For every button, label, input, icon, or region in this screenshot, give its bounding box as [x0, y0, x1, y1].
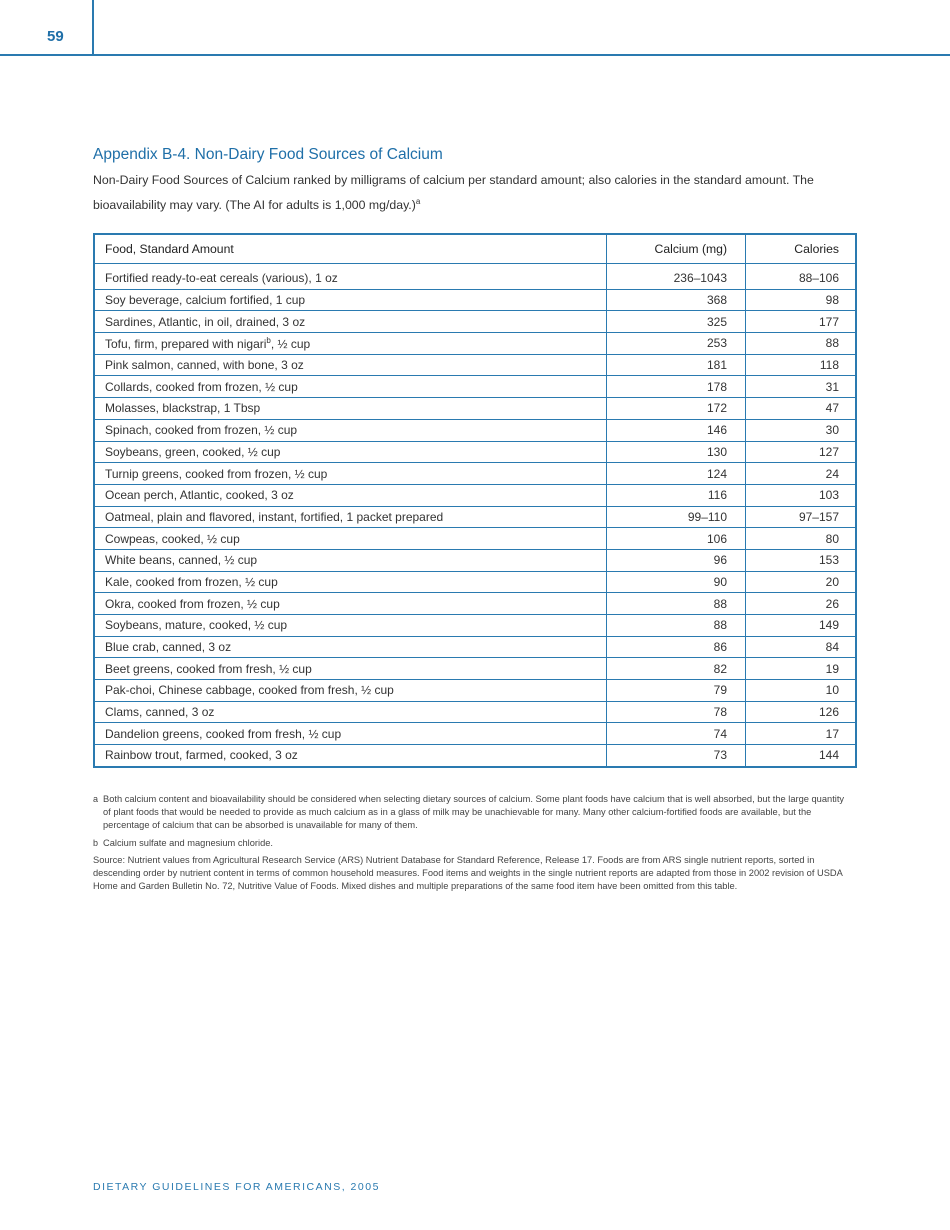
table-row: [94, 636, 856, 658]
food-cell: Oatmeal, plain and flavored, instant, fortified, 1 packet prepared: [94, 506, 607, 528]
calories-cell: 98: [746, 289, 857, 311]
calories-cell: 20: [746, 571, 857, 593]
calcium-cell: 106: [607, 528, 746, 550]
calcium-cell: 78: [607, 701, 746, 723]
table-row: [94, 745, 856, 767]
calcium-cell: 88: [607, 593, 746, 615]
food-cell: Kale, cooked from frozen, ½ cup: [94, 571, 607, 593]
food-cell: Fortified ready-to-eat cereals (various), 1 oz: [94, 268, 607, 289]
food-cell: Collards, cooked from frozen, ½ cup: [94, 376, 607, 398]
calcium-cell: 73: [607, 745, 746, 767]
calcium-cell: 86: [607, 636, 746, 658]
footnote-a-mark: a: [93, 794, 99, 804]
calcium-cell: 74: [607, 723, 746, 745]
calories-cell: 17: [746, 723, 857, 745]
calories-cell: 30: [746, 419, 857, 441]
food-cell: Dandelion greens, cooked from fresh, ½ cup: [94, 723, 607, 745]
food-cell: Pink salmon, canned, with bone, 3 oz: [94, 354, 607, 376]
calories-cell: 153: [746, 549, 857, 571]
food-cell: Soybeans, green, cooked, ½ cup: [94, 441, 607, 463]
table-row: [94, 615, 856, 637]
calcium-cell: 88: [607, 615, 746, 637]
food-cell: Pak-choi, Chinese cabbage, cooked from fresh, ½ cup: [94, 680, 607, 702]
footnote-b: [93, 837, 853, 850]
header-vertical-rule: [92, 0, 94, 55]
calcium-cell: 90: [607, 571, 746, 593]
calcium-cell: 236–1043: [607, 268, 746, 289]
food-cell: Sardines, Atlantic, in oil, drained, 3 oz: [94, 311, 607, 333]
table-row: [94, 354, 856, 376]
table-row: [94, 419, 856, 441]
table-row: [94, 528, 856, 550]
table-row: [94, 723, 856, 745]
calories-cell: 126: [746, 701, 857, 723]
calories-cell: 31: [746, 376, 857, 398]
calories-cell: 84: [746, 636, 857, 658]
footnote-a-text: Both calcium content and bioavailability should be considered when selecting dietary sources of calcium. Some plant foods have calcium that is well absorbed, but the large quantity of plant foods that would be needed to provide as much calcium as in a glass of milk may be unachievable for many. Many other calcium-fortified foods are available, but the percentage of calcium that can be absorbed is unavailable for many of them.: [103, 794, 845, 830]
calories-cell: 26: [746, 593, 857, 615]
table-row: [94, 484, 856, 506]
calcium-cell: 181: [607, 354, 746, 376]
calories-cell: 88: [746, 333, 857, 355]
calcium-cell: 172: [607, 398, 746, 420]
calcium-cell: 368: [607, 289, 746, 311]
table-row: [94, 463, 856, 485]
calcium-cell: 124: [607, 463, 746, 485]
food-cell: Soy beverage, calcium fortified, 1 cup: [94, 289, 607, 311]
calories-cell: 80: [746, 528, 857, 550]
table-row: [94, 680, 856, 702]
table-row: [94, 398, 856, 420]
table-row: [94, 506, 856, 528]
table-body: [94, 268, 856, 767]
food-cell: Cowpeas, cooked, ½ cup: [94, 528, 607, 550]
calcium-cell: 178: [607, 376, 746, 398]
food-cell: White beans, canned, ½ cup: [94, 549, 607, 571]
calories-cell: 177: [746, 311, 857, 333]
calories-cell: 24: [746, 463, 857, 485]
table-header-row: [94, 234, 856, 264]
table-row: [94, 441, 856, 463]
table-row: [94, 311, 856, 333]
table-row: [94, 333, 856, 355]
calories-cell: 127: [746, 441, 857, 463]
food-cell: Rainbow trout, farmed, cooked, 3 oz: [94, 745, 607, 767]
table-row: [94, 658, 856, 680]
food-cell: Ocean perch, Atlantic, cooked, 3 oz: [94, 484, 607, 506]
food-cell: Blue crab, canned, 3 oz: [94, 636, 607, 658]
food-cell: Turnip greens, cooked from frozen, ½ cup: [94, 463, 607, 485]
page-number: 59: [47, 28, 64, 45]
intro-footnote-mark: a: [415, 197, 421, 206]
food-cell: Clams, canned, 3 oz: [94, 701, 607, 723]
calories-cell: 19: [746, 658, 857, 680]
tofu-footnote-mark: b: [266, 335, 271, 345]
footnote-b-text: Calcium sulfate and magnesium chloride.: [103, 838, 274, 848]
calcium-table-container: [93, 233, 857, 768]
calcium-cell: 82: [607, 658, 746, 680]
table-row: [94, 376, 856, 398]
calories-cell: 10: [746, 680, 857, 702]
intro-paragraph: [93, 170, 853, 216]
table-row: [94, 289, 856, 311]
calories-cell: 88–106: [798, 271, 839, 286]
calories-cell: 149: [746, 615, 857, 637]
food-cell: Okra, cooked from frozen, ½ cup: [94, 593, 607, 615]
header-calcium: Calcium (mg): [607, 234, 746, 264]
calories-cell: 47: [746, 398, 857, 420]
calcium-cell: 325: [607, 311, 746, 333]
footnote-a: [93, 793, 853, 832]
food-cell: Beet greens, cooked from fresh, ½ cup: [94, 658, 607, 680]
calcium-cell: 130: [607, 441, 746, 463]
calcium-table: [93, 233, 857, 768]
calcium-cell: 96: [607, 549, 746, 571]
table-row: [94, 593, 856, 615]
footnote-b-mark: b: [93, 838, 99, 848]
table-row: [94, 549, 856, 571]
header-calories: Calories: [746, 234, 857, 264]
header-food: Food, Standard Amount: [94, 234, 607, 264]
footer-title: DIETARY GUIDELINES FOR AMERICANS, 2005: [93, 1181, 380, 1193]
source-note: Source: Nutrient values from Agricultural Research Service (ARS) Nutrient Database for Standard Reference, Release 17. Foods are from ARS single nutrient reports, sorted in descending order by nutrient content in terms of common household measures. Food items and weights in the single nutrient reports are adapted from those in 2002 revision of USDA Home and Garden Bulletin No. 72, Nutritive Value of Foods. Mixed dishes and multiple preparations of the same food item have been omitted from this table.: [93, 855, 843, 891]
calcium-cell: 99–110: [607, 506, 746, 528]
food-cell: Molasses, blackstrap, 1 Tbsp: [94, 398, 607, 420]
table-row: [94, 571, 856, 593]
calories-cell: 97–157: [746, 506, 857, 528]
table-row: [94, 268, 856, 289]
intro-text: Non-Dairy Food Sources of Calcium ranked by milligrams of calcium per standard amount; also calories in the standard amount. The bioavailability may vary. (The AI for adults is 1,000 mg/day.): [93, 173, 814, 213]
calcium-cell: 79: [607, 680, 746, 702]
food-cell: Soybeans, mature, cooked, ½ cup: [94, 615, 607, 637]
calories-cell: 118: [746, 354, 857, 376]
calories-cell: 103: [746, 484, 857, 506]
calcium-cell: 116: [607, 484, 746, 506]
header-rule: [0, 54, 950, 56]
calories-cell: 144: [746, 745, 857, 767]
calcium-cell: 253: [607, 333, 746, 355]
calcium-cell: 146: [607, 419, 746, 441]
appendix-title: Appendix B-4. Non-Dairy Food Sources of Calcium: [93, 146, 443, 163]
food-cell: Spinach, cooked from frozen, ½ cup: [94, 419, 607, 441]
table-row: [94, 701, 856, 723]
food-cell: Tofu, firm, prepared with nigari$^b$, ½ cup: [94, 333, 607, 355]
